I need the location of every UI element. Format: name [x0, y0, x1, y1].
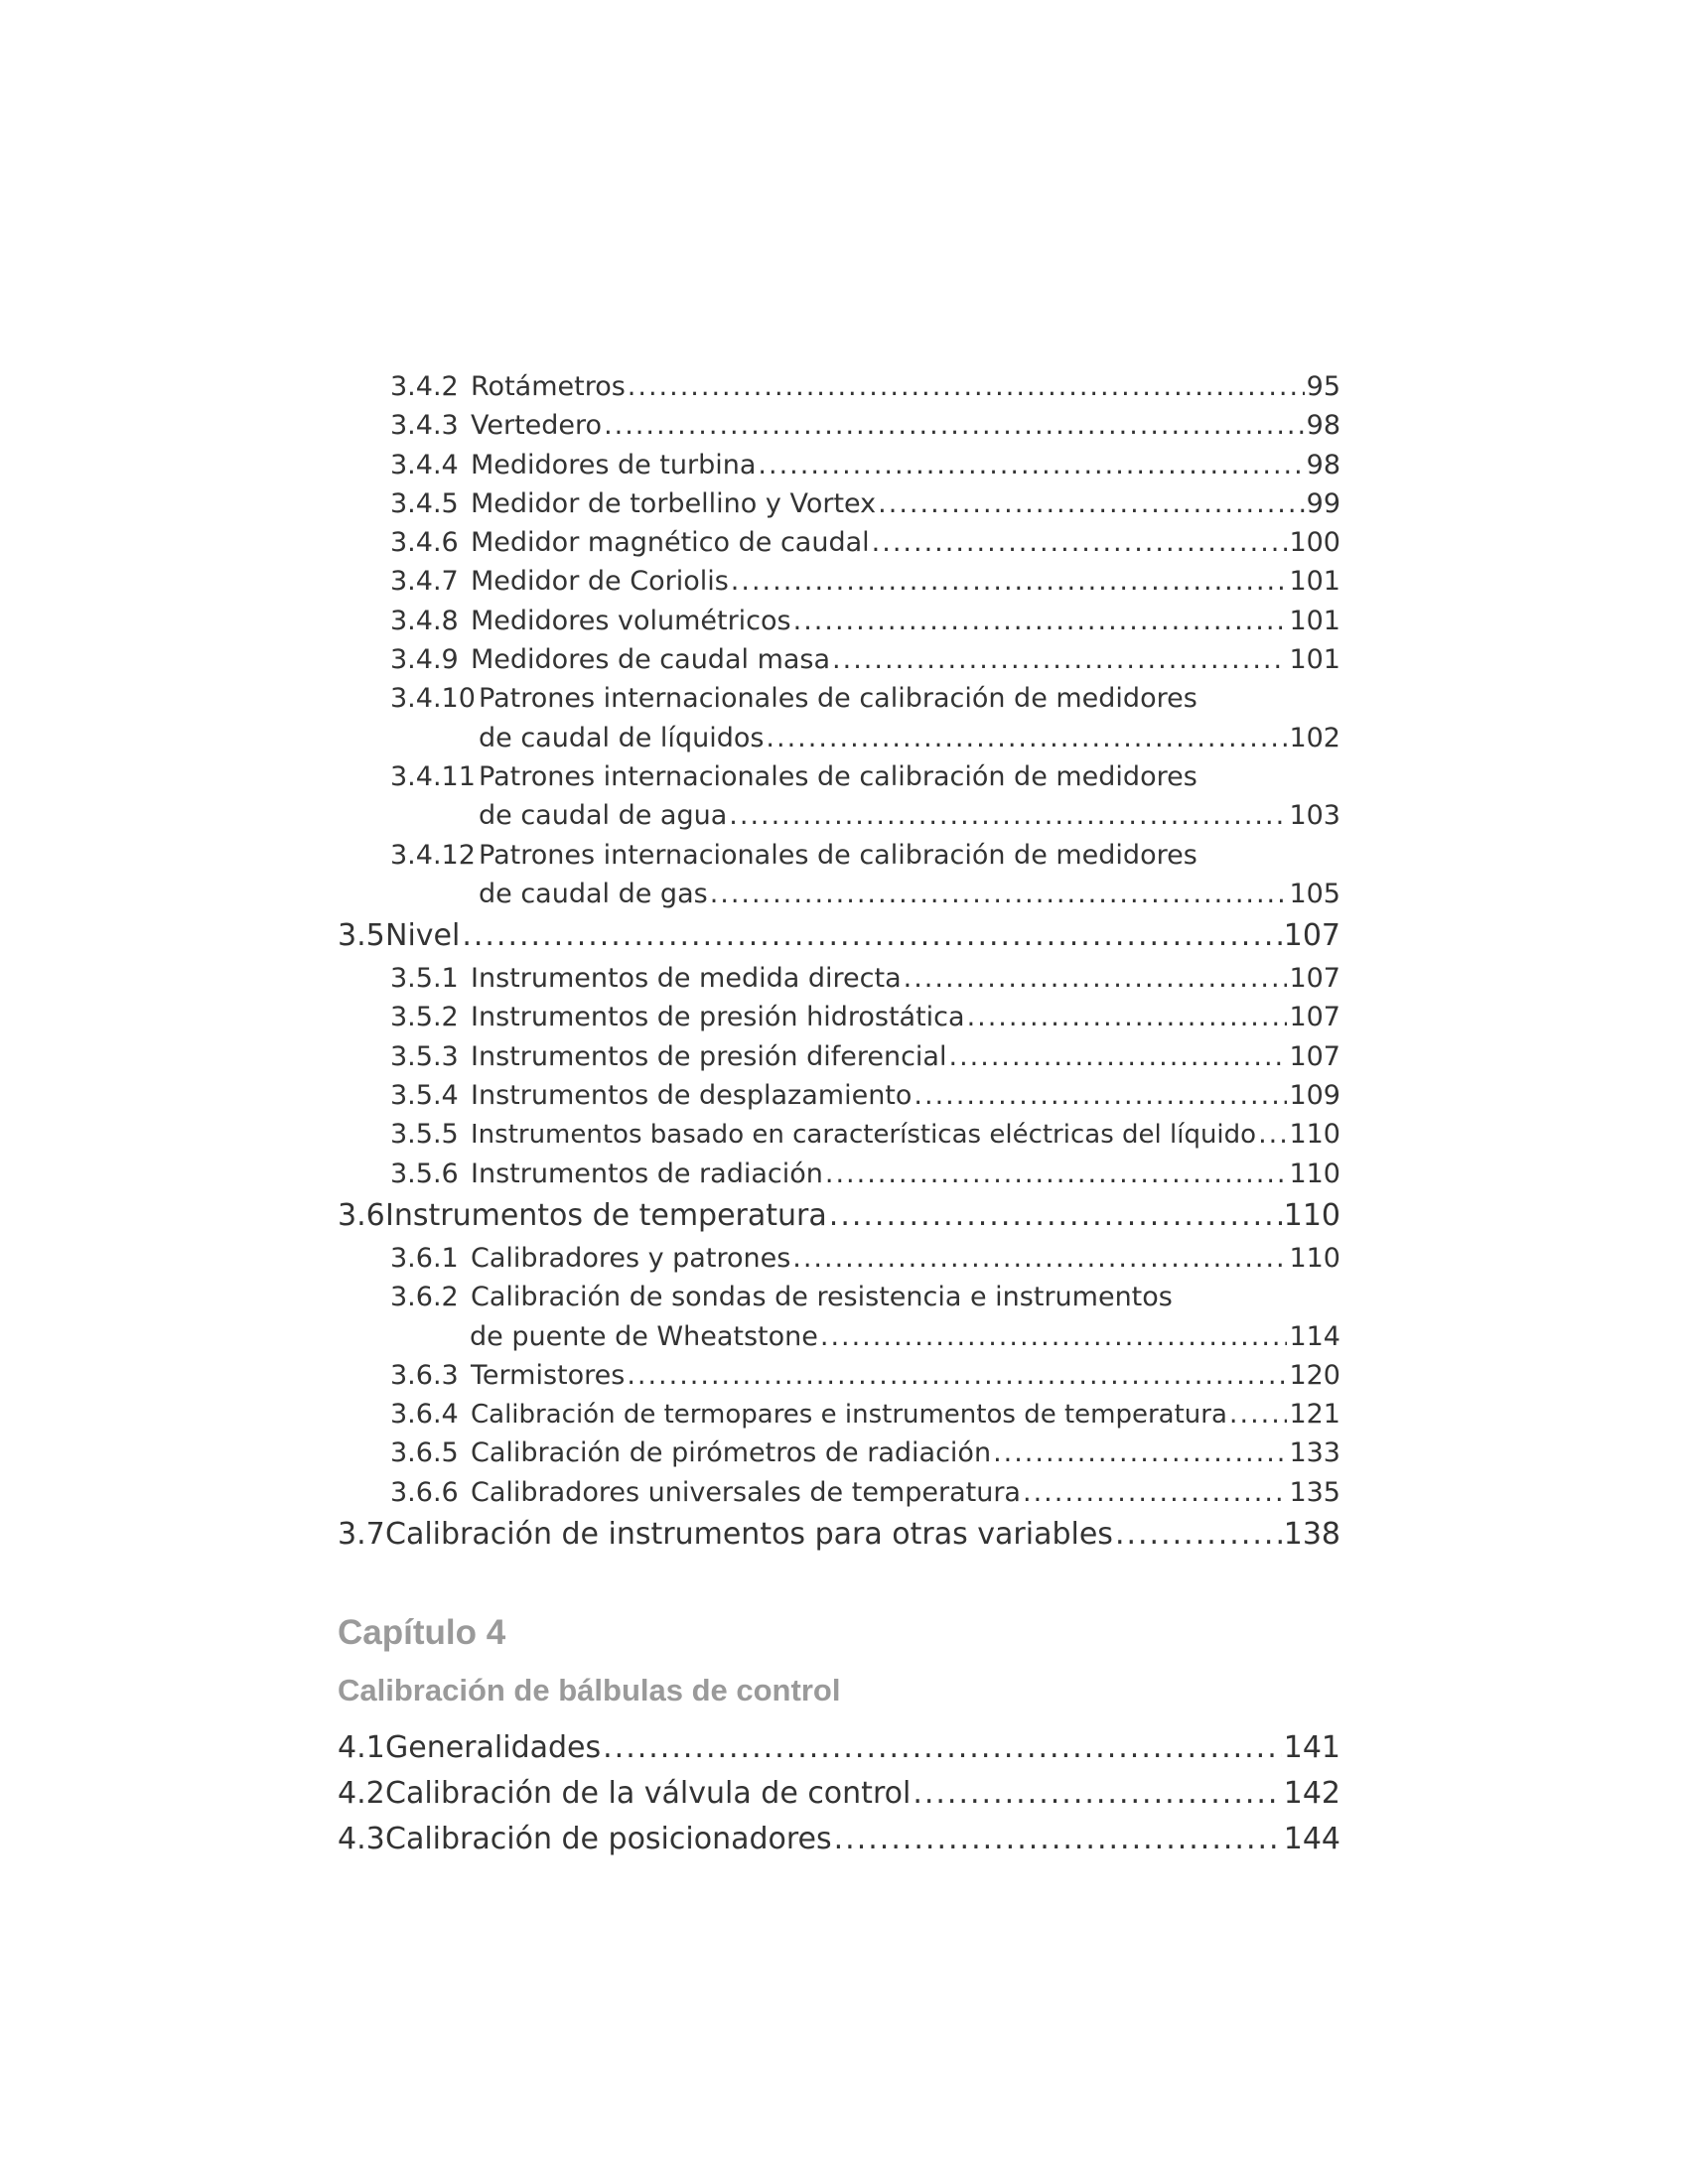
- leader-dots: [914, 1076, 1287, 1115]
- entry-title: Calibradores universales de temperatura: [471, 1476, 1021, 1508]
- leader-dots: [820, 1317, 1288, 1356]
- entry-page: 103: [1289, 800, 1340, 832]
- entry-title: Instrumentos de radiación: [471, 1158, 823, 1189]
- entry-page: 101: [1289, 605, 1340, 636]
- leader-dots: [604, 406, 1305, 445]
- entry-title: Calibración de pirómetros de radiación: [471, 1437, 992, 1469]
- entry-title: Medidores de turbina: [471, 449, 757, 480]
- toc-entry-continuation: [338, 875, 1340, 913]
- entry-number: 3.4.8: [390, 605, 459, 636]
- leader-dots: [1258, 1115, 1287, 1154]
- toc-entry-continuation: [338, 719, 1340, 757]
- leader-dots: [792, 1239, 1287, 1278]
- entry-number: 3.5.6: [390, 1158, 459, 1189]
- entry-number: 3.4.9: [390, 644, 459, 676]
- toc-entry: [338, 1239, 1340, 1278]
- leader-dots: [829, 1193, 1282, 1239]
- entry-title: Termistores: [471, 1359, 626, 1391]
- entry-number: 3.4.5: [390, 487, 459, 519]
- leader-dots: [948, 1037, 1287, 1076]
- toc-entry: [338, 562, 1340, 601]
- leader-dots: [825, 1155, 1288, 1193]
- toc-entry: [338, 484, 1340, 523]
- toc-section: [338, 1817, 1340, 1862]
- toc-entry: [338, 959, 1340, 998]
- section-page: 138: [1283, 1517, 1340, 1553]
- entry-page: 105: [1289, 878, 1340, 909]
- toc-entry: [338, 640, 1340, 679]
- entry-title: Rotámetros: [471, 371, 626, 402]
- entry-title: Instrumentos de desplazamiento: [471, 1080, 913, 1112]
- entry-title: Patrones internacionales de calibración de medidores: [479, 839, 1197, 871]
- entry-number: 3.4.12: [390, 839, 476, 871]
- leader-dots: [766, 719, 1287, 757]
- entry-title: Instrumentos de presión diferencial: [471, 1040, 947, 1072]
- entry-number: 3.6.1: [390, 1242, 459, 1274]
- entry-title-continued: de caudal de gas: [479, 878, 708, 909]
- entry-title: Patrones internacionales de calibración de medidores: [479, 683, 1197, 715]
- leader-dots: [1023, 1473, 1287, 1512]
- section-number: 3.7: [338, 1517, 385, 1553]
- toc-entry: [338, 1037, 1340, 1076]
- leader-dots: [627, 1356, 1287, 1395]
- leader-dots: [628, 367, 1305, 406]
- entry-number: 3.5.4: [390, 1080, 459, 1112]
- entry-page: 98: [1306, 410, 1340, 442]
- entry-title: Vertedero: [471, 410, 603, 442]
- leader-dots: [462, 913, 1281, 959]
- toc-entry: [338, 367, 1340, 406]
- entry-title-continued: de puente de Wheatstone: [470, 1320, 818, 1352]
- toc-entry: [338, 1356, 1340, 1395]
- entry-number: 3.4.4: [390, 449, 459, 480]
- entry-page: 107: [1289, 963, 1340, 995]
- toc-entry: [338, 1433, 1340, 1472]
- toc-section: [338, 1193, 1340, 1239]
- leader-dots: [993, 1433, 1287, 1472]
- entry-title: Calibración de termopares e instrumentos de temperatura: [471, 1400, 1227, 1431]
- toc-section: [338, 1512, 1340, 1558]
- section-page: 110: [1283, 1197, 1340, 1233]
- toc-entry: [338, 446, 1340, 484]
- entry-page: 107: [1289, 1040, 1340, 1072]
- toc-entry: [338, 1076, 1340, 1115]
- entry-title: Calibración de sondas de resistencia e instrumentos: [471, 1282, 1173, 1313]
- section-title: Calibración de la válvula de control: [385, 1776, 912, 1811]
- toc-entry: [338, 1278, 1340, 1316]
- entry-page: 95: [1306, 371, 1340, 402]
- leader-dots: [913, 1771, 1281, 1817]
- entry-page: 110: [1289, 1242, 1340, 1274]
- leader-dots: [872, 523, 1288, 562]
- section-number: 4.1: [338, 1730, 385, 1765]
- section-page: 144: [1283, 1822, 1340, 1856]
- entry-number: 3.4.3: [390, 410, 459, 442]
- entry-number: 3.6.4: [390, 1399, 459, 1431]
- section-number: 4.2: [338, 1776, 385, 1811]
- entry-number: 3.4.11: [390, 760, 476, 792]
- table-of-contents: [338, 367, 1340, 1558]
- entry-title: Medidor magnético de caudal: [471, 527, 870, 559]
- entry-title: Calibradores y patrones: [471, 1242, 791, 1274]
- entry-number: 3.5.5: [390, 1119, 459, 1151]
- entry-page: 135: [1289, 1476, 1340, 1508]
- section-number: 3.5: [338, 918, 385, 954]
- entry-number: 3.4.6: [390, 527, 459, 559]
- section-title: Instrumentos de temperatura: [385, 1197, 827, 1233]
- toc-entry: [338, 1473, 1340, 1512]
- entry-title: Medidor de torbellino y Vortex: [471, 487, 877, 519]
- section-title: Nivel: [385, 918, 461, 954]
- entry-page: 110: [1289, 1119, 1340, 1151]
- chapter-title: Calibración de bálbulas de control: [338, 1673, 841, 1707]
- toc-entry: [338, 679, 1340, 718]
- section-page: 141: [1283, 1730, 1340, 1765]
- entry-page: 109: [1289, 1080, 1340, 1112]
- leader-dots: [1115, 1512, 1282, 1558]
- entry-title: Medidores volumétricos: [471, 605, 791, 636]
- leader-dots: [904, 959, 1288, 998]
- toc-entry: [338, 998, 1340, 1036]
- entry-number: 3.6.3: [390, 1359, 459, 1391]
- toc-section: [338, 1771, 1340, 1817]
- leader-dots: [603, 1725, 1282, 1771]
- entry-page: 101: [1289, 644, 1340, 676]
- leader-dots: [758, 446, 1304, 484]
- entry-title-continued: de caudal de líquidos: [479, 722, 765, 753]
- entry-number: 3.4.10: [390, 683, 476, 715]
- entry-page: 114: [1289, 1320, 1340, 1352]
- entry-title-continued: de caudal de agua: [479, 800, 728, 832]
- chapter-number: Capítulo 4: [338, 1613, 506, 1652]
- entry-number: 3.5.2: [390, 1002, 459, 1033]
- leader-dots: [731, 562, 1288, 601]
- toc-entry-continuation: [338, 796, 1340, 835]
- toc-entry: [338, 836, 1340, 875]
- toc-entry: [338, 406, 1340, 445]
- chapter-4-contents: [338, 1725, 1340, 1862]
- toc-entry-continuation: [338, 1317, 1340, 1356]
- leader-dots: [729, 796, 1287, 835]
- toc-section: [338, 1725, 1340, 1771]
- leader-dots: [878, 484, 1304, 523]
- entry-number: 3.6.2: [390, 1282, 459, 1313]
- entry-number: 3.6.5: [390, 1437, 459, 1469]
- toc-entry: [338, 1395, 1340, 1433]
- section-number: 3.6: [338, 1197, 385, 1233]
- leader-dots: [710, 875, 1288, 913]
- section-title: Calibración de instrumentos para otras variables: [385, 1517, 1113, 1553]
- section-page: 142: [1283, 1776, 1340, 1811]
- leader-dots: [967, 998, 1288, 1036]
- entry-title: Medidor de Coriolis: [471, 566, 729, 598]
- section-page: 107: [1283, 918, 1340, 954]
- entry-page: 121: [1289, 1399, 1340, 1431]
- entry-page: 110: [1289, 1158, 1340, 1189]
- entry-title: Patrones internacionales de calibración de medidores: [479, 760, 1197, 792]
- section-number: 4.3: [338, 1822, 385, 1856]
- entry-page: 100: [1289, 527, 1340, 559]
- section-title: Generalidades: [385, 1730, 602, 1765]
- entry-number: 3.5.1: [390, 963, 459, 995]
- toc-section: [338, 913, 1340, 959]
- entry-title: Instrumentos de presión hidrostática: [471, 1002, 965, 1033]
- leader-dots: [832, 640, 1287, 679]
- leader-dots: [793, 602, 1288, 640]
- entry-number: 3.4.7: [390, 566, 459, 598]
- chapter-heading: [338, 1608, 1340, 1712]
- section-title: Calibración de posicionadores: [385, 1822, 832, 1856]
- toc-entry: [338, 602, 1340, 640]
- entry-page: 120: [1289, 1359, 1340, 1391]
- entry-page: 102: [1289, 722, 1340, 753]
- toc-entry: [338, 1155, 1340, 1193]
- entry-title: Instrumentos de medida directa: [471, 963, 902, 995]
- entry-number: 3.5.3: [390, 1040, 459, 1072]
- entry-page: 133: [1289, 1437, 1340, 1469]
- toc-entry: [338, 757, 1340, 796]
- entry-page: 107: [1289, 1002, 1340, 1033]
- entry-page: 98: [1306, 449, 1340, 480]
- leader-dots: [1229, 1395, 1288, 1433]
- entry-page: 101: [1289, 566, 1340, 598]
- toc-entry: [338, 523, 1340, 562]
- entry-title: Medidores de caudal masa: [471, 644, 831, 676]
- toc-entry: [338, 1115, 1340, 1154]
- entry-page: 99: [1306, 487, 1340, 519]
- leader-dots: [834, 1817, 1282, 1862]
- entry-number: 3.4.2: [390, 371, 459, 402]
- entry-number: 3.6.6: [390, 1476, 459, 1508]
- entry-title: Instrumentos basado en características eléctricas del líquido: [471, 1120, 1257, 1151]
